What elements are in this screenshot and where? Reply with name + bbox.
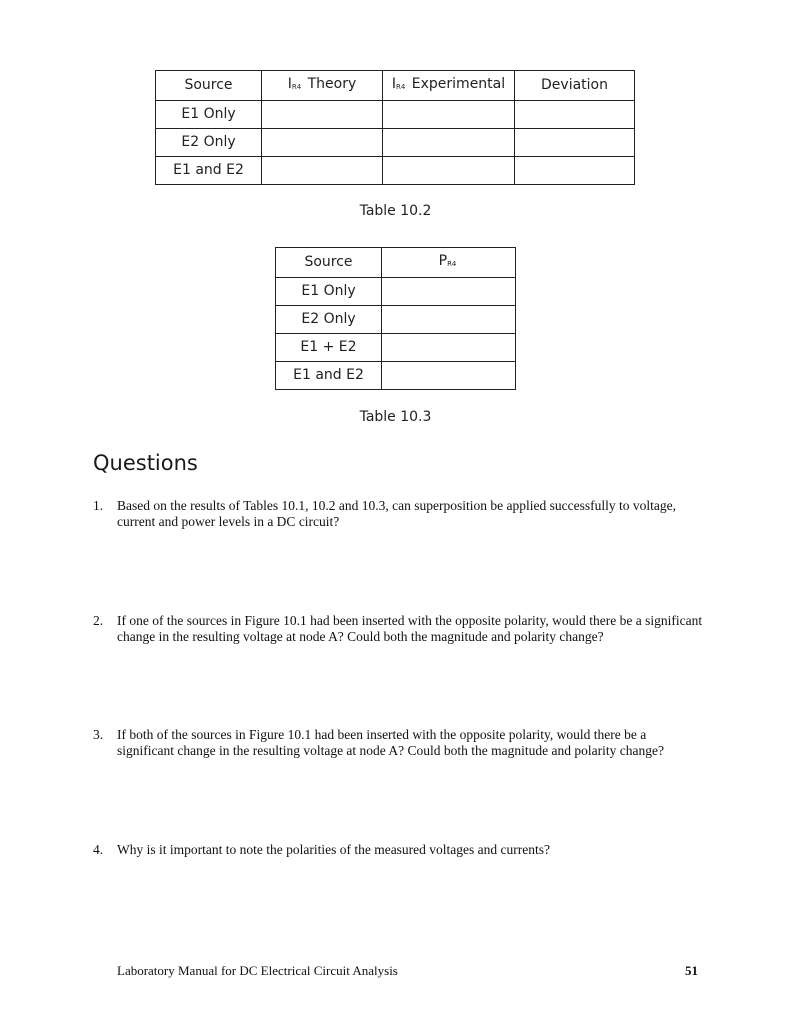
header-ir4-exp-label: Experimental [407,76,506,92]
header-ir4-exp-subscript: R4 [396,83,406,91]
question-number: 1. [93,498,104,513]
question-text: If one of the sources in Figure 10.1 had been inserted with the opposite polarity, would there be a significant change in the resulting voltage at node A? Could both the magnitude and polarity change? [117,613,703,644]
header-source: Source [156,71,262,101]
header-pr4-symbol: P [438,253,448,269]
header-pr4 [382,248,516,278]
row-source-cell: E1 and E2 [156,157,262,185]
row-source-cell: E1 and E2 [276,362,382,390]
header-deviation: Deviation [515,71,635,101]
header-ir4-theory-subscript: R4 [291,83,302,91]
question-number: 4. [93,842,104,857]
question-text: Why is it important to note the polarities of the measured voltages and currents? [117,842,551,857]
table-10-3 [275,247,516,390]
empty-cell [515,157,635,185]
question-item [93,727,703,759]
header-ir4-theory-label: Theory [303,76,357,92]
empty-cell [382,306,516,334]
row-source-cell: E1 Only [156,101,262,129]
empty-cell [515,101,635,129]
header-ir4-theory [262,71,383,101]
empty-cell [383,157,515,185]
table-row [276,306,516,334]
page-number: 51 [685,963,698,978]
header-ir4-theory-symbol: I [287,76,292,92]
question-text: Based on the results of Tables 10.1, 10.2 and 10.3, can superposition be applied successfully to voltage, current and power levels in a DC circuit? [117,498,676,529]
question-text: If both of the sources in Figure 10.1 had been inserted with the opposite polarity, would there be a significant change in the resulting voltage at node A? Could both the magnitude and polarity change? [117,727,664,758]
empty-cell [262,129,383,157]
empty-cell [382,278,516,306]
empty-cell [262,101,383,129]
question-number: 2. [93,613,104,628]
header-pr4-subscript: R4 [447,260,457,268]
header-ir4-exp-symbol: I [391,76,396,92]
table-row [156,101,635,129]
question-item [93,842,703,858]
row-source-cell: E2 Only [156,129,262,157]
question-item [93,498,703,530]
table-10-3-caption: Table 10.3 [359,409,432,425]
header-ir4-experimental [383,71,515,101]
table-row [276,278,516,306]
questions-heading: Questions [93,451,198,475]
footer-title: Laboratory Manual for DC Electrical Circuit Analysis [117,963,398,978]
empty-cell [262,157,383,185]
table-header-row [156,71,635,101]
question-number: 3. [93,727,104,742]
question-item [93,613,703,645]
table-row [156,129,635,157]
empty-cell [382,334,516,362]
table-row [156,157,635,185]
table-10-2-caption: Table 10.2 [359,203,432,219]
empty-cell [383,129,515,157]
row-source-cell: E1 + E2 [276,334,382,362]
row-source-cell: E1 Only [276,278,382,306]
row-source-cell: E2 Only [276,306,382,334]
table-10-2 [155,70,635,185]
empty-cell [382,362,516,390]
table-row [276,334,516,362]
empty-cell [383,101,515,129]
table-row [276,362,516,390]
table-header-row [276,248,516,278]
header-source: Source [276,248,382,278]
empty-cell [515,129,635,157]
